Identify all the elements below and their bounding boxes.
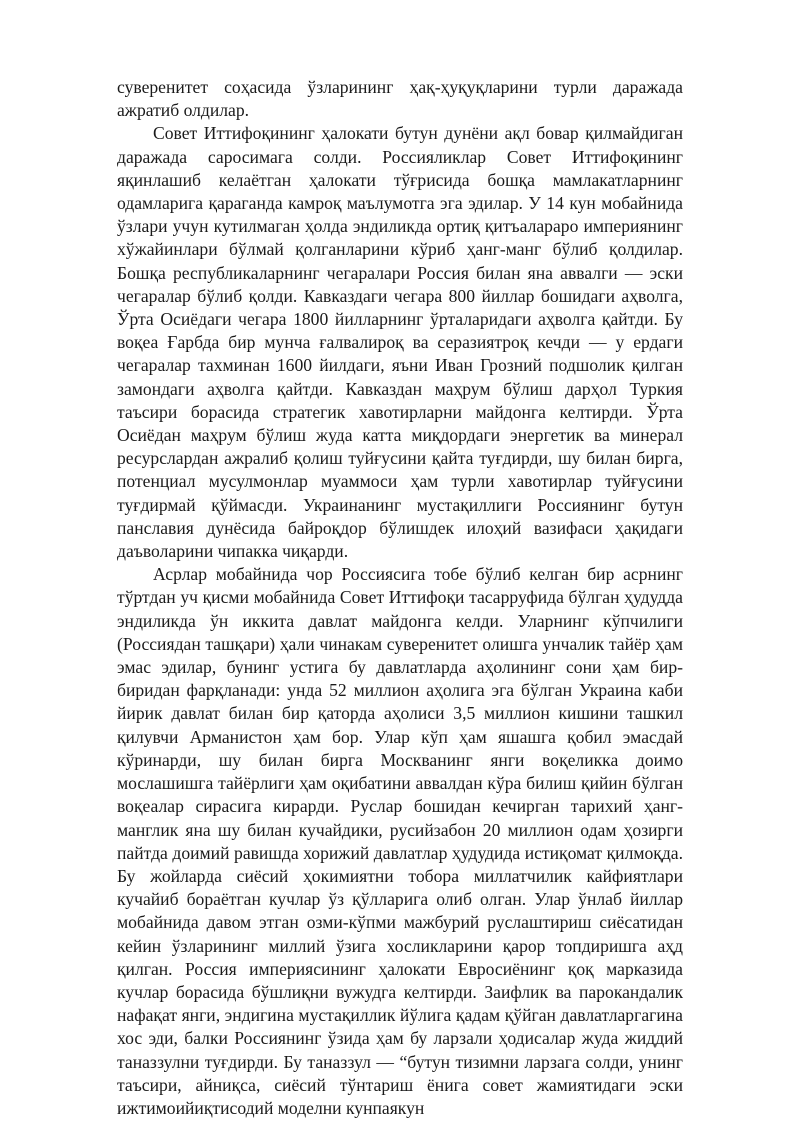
paragraph-soviet-collapse: Совет Иттифоқининг ҳалокати бутун дунёни ақл бовар қилмайдиган даражада саросимага солди. Россияликлар Совет Иттифоқининг яқинлашиб келаётган ҳалокати тўғрисида бошқа мамлакатларнинг одамларига қараганда камроқ маълумотга эга эдилар. У 14 кун мобайнида ўзлари учун кутилмаган ҳолда эндиликда ортиқ қитъалараро империянинг хўжайинлари бўлмай қолганларини кўриб ҳанг-манг бўлиб қолдилар. Бошқа республикаларнинг чегаралари Россия билан яна аввалги — эски чегаралар бўлиб қолди. Кавказдаги чегара 800 йиллар бошидаги аҳволга, Ўрта Осиёдаги чегара 1800 йилларнинг ўрталаридаги аҳволга қайтди. Бу воқеа Ғарбда бир мунча ғалвалироқ ва серазиятроқ кечди — у ердаги чегаралар тахминан 1600 йилдаги, яъни Иван Грозний подшолик қилган замондаги аҳволга қайтди. Кавказдан маҳрум бўлиш дарҳол Туркия таъсири борасида стратегик хавотирларни майдонга келтирди. Ўрта Осиёдан маҳрум бўлиш жуда катта миқдордаги энергетик ва минерал ресурслардан ажралиб қолиш туйғусини қайта туғдирди, шу билан бирга, потенциал мусулмонлар муаммоси ҳам турли хавотирлар туйғусини туғдирмай қўймасди. Украинанинг мустақиллиги Россиянинг бутун панславия дунёсида байроқдор бўлишдек илоҳий вазифаси ҳақидаги даъволарини чипакка чиқарди. <box>117 123 683 562</box>
paragraph-continuation: суверенитет соҳасида ўзларининг ҳақ-ҳуқуқларини турли даражада ажратиб олдилар. <box>117 77 683 121</box>
document-page <box>117 76 683 1120</box>
paragraph-new-states: Асрлар мобайнида чор Россиясига тобе бўлиб келган бир асрнинг тўртдан уч қисми мобайнида Совет Иттифоқи тасарруфида бўлган ҳудудда эндиликда ўн иккита давлат майдонга келди. Уларнинг кўпчилиги (Россиядан ташқари) ҳали чинакам суверенитет олишга унчалик тайёр ҳам эмас эдилар, бунинг устига бу давлатларда аҳолининг сони ҳам бир-биридан фарқланади: унда 52 миллион аҳолига эга бўлган Украина каби йирик давлат билан бир қаторда аҳолиси 3,5 миллион кишини ташкил қилувчи Арманистон ҳам бор. Улар кўп ҳам яшашга қобил эмасдай кўринарди, шу билан бирга Москванинг янги воқеликка доимо мослашишга тайёрлиги ҳам оқибатини аввалдан кўра билиш қийин бўлган воқеалар сирасига кирарди. Руслар бошидан кечирган тарихий ҳанг-манглик яна шу билан кучайдики, русийзабон 20 миллион одам ҳозирги пайтда доимий равишда хорижий давлатлар ҳудудида истиқомат қилмоқда. Бу жойларда сиёсий ҳокимиятни тобора миллатчилик кайфиятлари кучайиб бораётган кучлар ўз қўлларига олиб олган. Улар ўнлаб йиллар мобайнида давом этган озми-кўпми мажбурий руслаштириш сиёсатидан кейин ўзларининг миллий ўзига хосликларини қарор топдиришга аҳд қилган. Россия империясининг ҳалокати Евросиёнинг қоқ марказида кучлар борасида бўшлиқни вужудга келтирди. Заифлик ва парокандалик нафақат янги, эндигина мустақиллик йўлига қадам қўйган давлатларгагина хос эди, балки Россиянинг ўзида ҳам бу ларзали ҳодисалар жуда жиддий таназзулни туғдирди. Бу таназзул — “бутун тизимни ларзага солди, унинг таъсири, айниқса, сиёсий тўнтариш ёнига совет жамиятидаги эски ижтимоийиқтисодий моделни кунпаякун <box>117 564 683 1118</box>
